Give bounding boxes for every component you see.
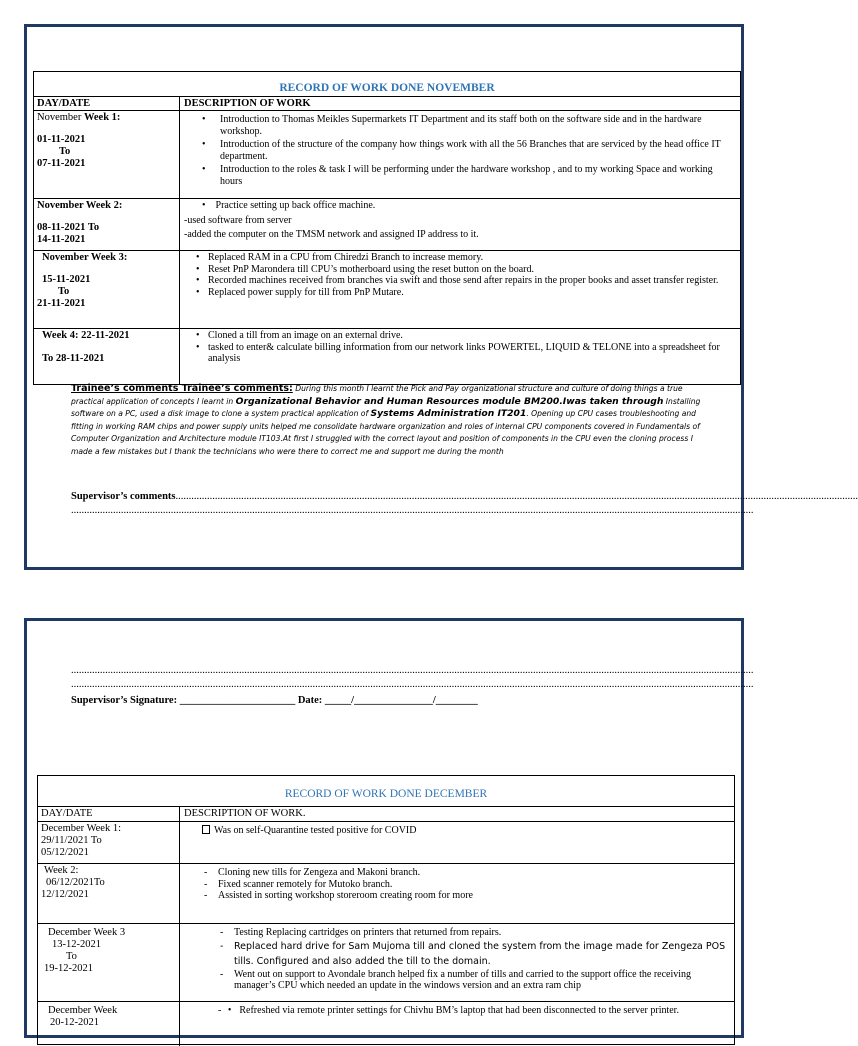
supervisor-dots-line-3: .................................................................................................................................................................................................................................................................... — [71, 679, 754, 690]
november-table — [33, 71, 741, 385]
december-table — [37, 775, 735, 1045]
box-bullet-icon — [202, 825, 210, 834]
dec-week-1-description: Was on self-Quarantine tested positive for COVID — [180, 822, 734, 864]
col-day-date: DAY/DATE — [34, 97, 180, 111]
table-row-dec-week-4 — [38, 1001, 734, 1046]
nov-week-4-date: Week 4: 22-11-2021 To 28-11-2021 — [34, 329, 180, 385]
table-header — [34, 96, 740, 111]
supervisor-signature-line: Supervisor’s Signature: ______________________ Date: _____/_______________/________ — [71, 695, 478, 706]
col-description: DESCRIPTION OF WORK — [184, 98, 311, 109]
nov-week-3-description: • Replaced RAM in a CPU from Chiredzi Branch to increase memory. • Reset PnP Marondera till CPU’s motherboard using the reset button on the board. • Recorded machines received from branches via swift and those send after repairs in the proper books and asset transfer register. • Replaced power supply for till from PnP Mutare. — [196, 252, 719, 298]
table-row-dec-week-2 — [38, 863, 734, 924]
page-2 — [24, 618, 754, 1038]
dec-week-4-description: - • Refreshed via remote printer settings for Chivhu BM’s laptop that had been disconnected to the server printer. — [218, 1005, 679, 1016]
table-row-nov-week-1 — [34, 110, 740, 199]
table-row-nov-week-2 — [34, 198, 740, 251]
dec-week-4-date: December Week 20-12-2021 — [38, 1002, 180, 1046]
supervisor-comments-label: Supervisor’s comments — [71, 491, 176, 502]
december-title: RECORD OF WORK DONE DECEMBER — [284, 788, 488, 800]
supervisor-dots-line-2: .................................................................................................................................................................................................................................................................... — [71, 665, 754, 676]
nov-week-1-date: November Week 1: 01-11-2021 To 07-11-2021 — [34, 111, 180, 199]
dec-week-1-date: December Week 1: 29/11/2021 To 05/12/2021 — [38, 822, 180, 864]
table-row-dec-week-1 — [38, 821, 734, 864]
dec-col-description: DESCRIPTION OF WORK. — [184, 808, 306, 819]
dec-week-2-description: - Cloning new tills for Zengeza and Makoni branch. - Fixed scanner remotely for Mutoko branch. - Assisted in sorting workshop storeroom creating room for more — [204, 867, 473, 902]
supervisor-dots-line-1: .................................................................................................................................................................................................................................................................... — [71, 505, 754, 516]
table-row-nov-week-4 — [34, 328, 740, 385]
dec-week-3-description: - Testing Replacing cartridges on printers that returned from repairs. - Replaced hard drive for Sam Mujoma till and cloned the system from the image made for Zengeza POS tills. Configured and also added the till to the domain. - Went out on support to Avondale branch helped fix a number of tills and carried to the support office the receiving manager’s CPU which needed an update in the windows version and an extra ram chip — [220, 927, 726, 992]
nov-week-4-description: • Cloned a till from an image on an external drive. • tasked to enter& calculate billing information from our network links POWERTEL, LIQUID & TELONE into a spreadsheet for analysis — [196, 330, 720, 365]
supervisor-comments-line: Supervisor’s comments.................................................................................................................................................................................................................................................................... — [71, 491, 858, 502]
november-title: RECORD OF WORK DONE NOVEMBER — [279, 82, 495, 94]
trainee-comments: Trainee’s comments Trainee’s comments: During this month I learnt the Pick and Pay organizational structure and culture of doing things a true practical application of concepts I learnt in Organizational Behavior and Human Resources module BM200.Iwas taken through Installing software on a PC, used a disk image to clone a system practical application of Systems Administration IT201. Opening up CPU cases troubleshooting and fitting in working RAM chips and power supply units helped me consolidate hardware organization and roles of internal CPU components covered in Fundamentals of Computer Organization and Architecture module IT103.At first I struggled with the correct layout and position of components in the CPU even the cloning process I made a few mistakes but I thank the technicians who were there to correct me and support me during the month — [71, 383, 701, 456]
dec-week-2-date: Week 2: 06/12/2021To 12/12/2021 — [38, 864, 180, 924]
nov-week-3-date: November Week 3: 15-11-2021 To 21-11-2021 — [34, 251, 180, 329]
table-row-dec-week-3 — [38, 923, 734, 1002]
dec-week-3-date: December Week 3 13-12-2021 To 19-12-2021 — [38, 924, 180, 1002]
nov-week-2-date: November Week 2: 08-11-2021 To 14-11-2021 — [34, 199, 180, 251]
trainee-comments-label: Trainee’s comments Trainee’s comments: — [71, 383, 293, 394]
nov-week-2-description: • Practice setting up back office machine. -used software from server -added the computer on the TMSM network and assigned IP address to it. — [184, 200, 479, 241]
dec-col-day-date: DAY/DATE — [38, 807, 180, 822]
table-header-dec — [38, 806, 734, 822]
nov-week-1-description: • Introduction to Thomas Meikles Supermarkets IT Department and its staff both on the software side and in the hardware workshop. • Introduction of the structure of the company how things work with all the 56 Branches that are serviced by the head office IT department. • Introduction to the roles & task I will be performing under the hardware workshop , and to my working Space and working hours — [202, 114, 721, 187]
page-1 — [24, 24, 858, 570]
table-row-nov-week-3 — [34, 250, 740, 329]
